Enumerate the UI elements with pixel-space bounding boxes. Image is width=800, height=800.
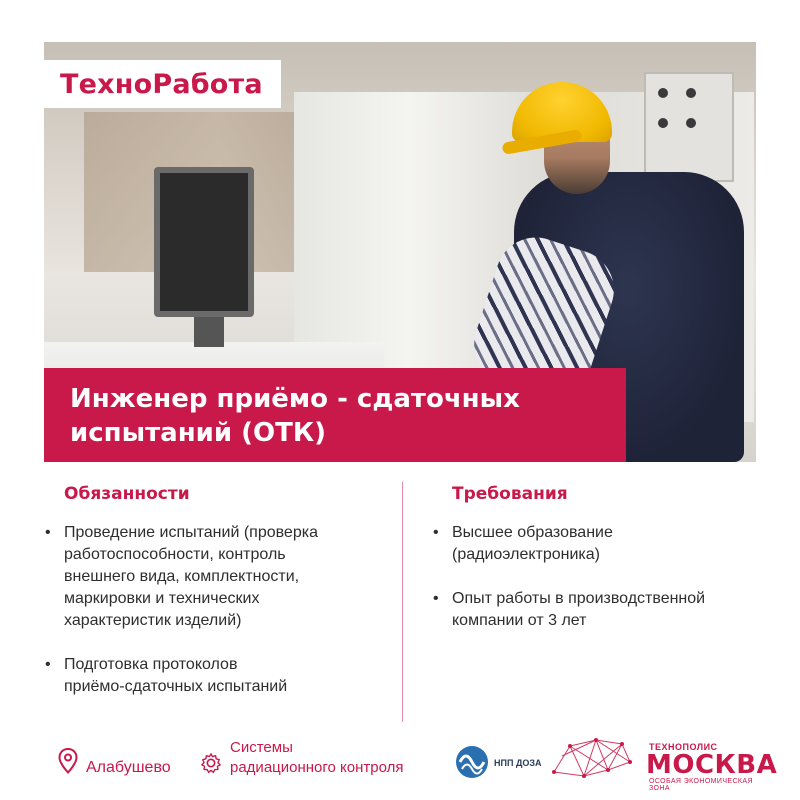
requirements-heading: Требования xyxy=(452,484,568,504)
job-title-line-1: Инженер приёмо - сдаточных xyxy=(70,384,520,414)
duties-section xyxy=(44,484,384,720)
list-item: • Подготовка протоколов приёмо-сдаточных испытаний xyxy=(45,656,288,695)
list-item: • Опыт работы в производственной компании от 3 лет xyxy=(433,590,706,629)
requirements-list xyxy=(432,522,772,632)
network-logo-icon xyxy=(550,732,634,788)
list-item: • Проведение испытаний (проверка работоспособности, контроль внешнего вида, комплектности, маркировки и технических характеристик изделий) xyxy=(45,524,318,629)
location-text: Алабушево xyxy=(86,759,171,776)
requirements-section xyxy=(432,484,772,654)
column-divider xyxy=(402,482,403,722)
brand-tag xyxy=(44,60,281,108)
duties-list xyxy=(44,522,384,698)
company-description: Системы радиационного контроля xyxy=(230,739,404,776)
bullet-icon: • xyxy=(433,524,439,541)
technopolis-subtitle: ОСОБАЯ ЭКОНОМИЧЕСКАЯ ЗОНА xyxy=(649,778,753,792)
job-title-banner xyxy=(44,368,626,462)
duties-heading: Обязанности xyxy=(64,484,190,504)
technopolis-moscow-logo: МОСКВА xyxy=(646,750,778,780)
footer xyxy=(44,730,778,792)
npp-doza-logo-text: НПП ДОЗА xyxy=(494,758,542,768)
map-pin-icon xyxy=(58,748,78,774)
bullet-icon: • xyxy=(45,524,51,541)
list-item: • Высшее образование (радиоэлектроника) xyxy=(433,524,613,563)
bullet-icon: • xyxy=(433,590,439,607)
gear-icon xyxy=(200,752,222,774)
brand-name: ТехноРабота xyxy=(60,68,263,100)
job-title-line-2: испытаний (ОТК) xyxy=(70,418,327,448)
bullet-icon: • xyxy=(45,656,51,673)
npp-doza-logo-icon xyxy=(454,742,490,782)
technopolis-label: ТЕХНОПОЛИС xyxy=(649,742,718,752)
